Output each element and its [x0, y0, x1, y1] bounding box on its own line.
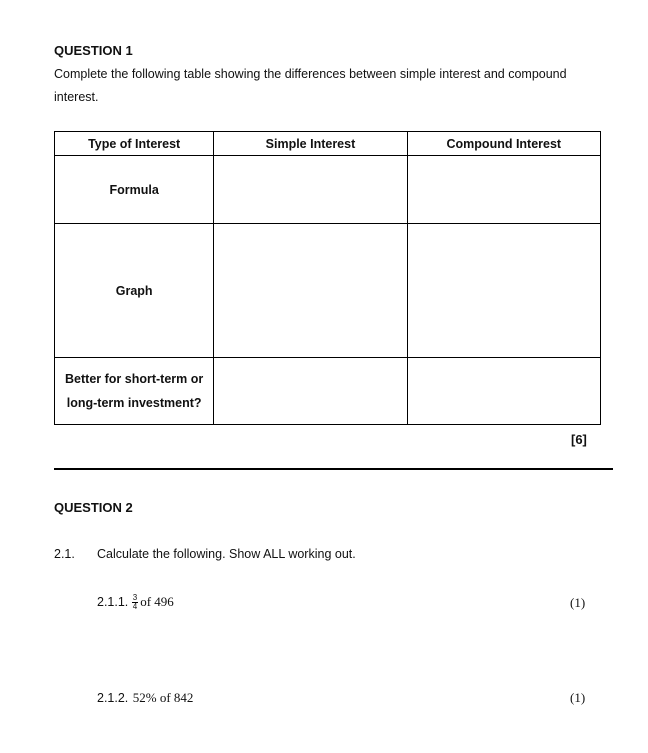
item-2-1-1-marks: (1)	[570, 595, 586, 610]
question-1-instruction-line-2: interest.	[54, 90, 99, 104]
table-row	[55, 224, 601, 358]
cell-simple-formula[interactable]	[214, 156, 407, 224]
question-1-instruction-line-1: Complete the following table showing the differences between simple interest and compound	[54, 67, 567, 81]
section-divider	[54, 468, 613, 470]
fraction-denominator: 4	[132, 602, 138, 612]
item-2-1-number: 2.1.	[54, 547, 75, 561]
cell-simple-graph[interactable]	[214, 224, 407, 358]
item-2-1-2-marks: (1)	[570, 690, 586, 705]
question-1-title: QUESTION 1	[54, 43, 133, 58]
row-label-investment-line-1: Better for short-term or	[65, 372, 204, 386]
item-2-1-2	[97, 689, 193, 707]
header-compound-interest: Compound Interest	[407, 132, 600, 156]
cell-compound-graph[interactable]	[407, 224, 600, 358]
cell-simple-investment[interactable]	[214, 358, 407, 425]
item-2-1-1-number: 2.1.1.	[97, 595, 129, 609]
row-label-graph: Graph	[55, 224, 214, 358]
fraction-three-quarters	[132, 594, 138, 611]
question-1-marks: [6]	[571, 432, 587, 447]
header-simple-interest: Simple Interest	[214, 132, 407, 156]
row-label-investment-line-2: long-term investment?	[66, 396, 202, 410]
row-label-formula: Formula	[55, 156, 214, 224]
fraction-numerator: 3	[132, 593, 138, 603]
item-2-1-2-number: 2.1.2.	[97, 691, 129, 705]
cell-compound-investment[interactable]	[407, 358, 600, 425]
item-2-1-text: Calculate the following. Show ALL working out.	[97, 547, 356, 561]
header-type-of-interest: Type of Interest	[55, 132, 214, 156]
question-2-title: QUESTION 2	[54, 500, 133, 515]
item-2-1-1-text: of 496	[140, 594, 174, 609]
item-2-1-1	[97, 594, 174, 611]
table-row	[55, 358, 601, 425]
table-header-row	[55, 132, 601, 156]
row-label-investment	[55, 358, 214, 425]
table-row	[55, 156, 601, 224]
item-2-1-2-text: 52% of 842	[132, 690, 194, 705]
cell-compound-formula[interactable]	[407, 156, 600, 224]
interest-comparison-table	[54, 131, 601, 425]
